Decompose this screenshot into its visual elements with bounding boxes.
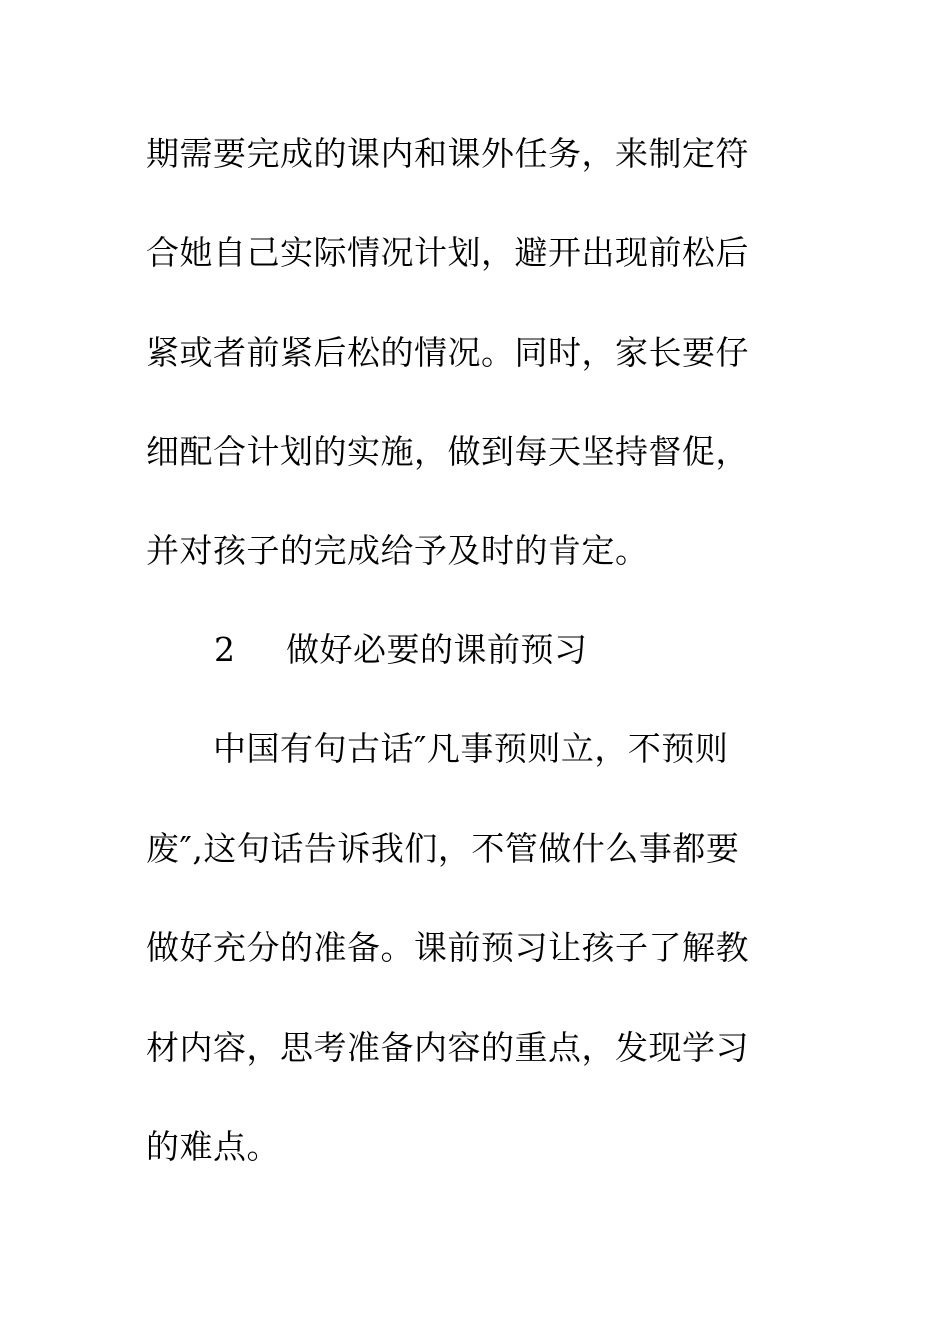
paragraph-line: 中国有句古话″凡事预则立，不预则 [146,729,729,768]
paragraph-line: 期需要完成的课内和课外任务，来制定符 [146,134,749,173]
paragraph-line: 做好充分的准备。课前预习让孩子了解教 [146,928,749,967]
paragraph-line: 并对孩子的完成给予及时的肯定。 [146,531,649,570]
paragraph-line: 废″,这句话告诉我们，不管做什么事都要 [146,829,740,868]
paragraph-line: 合她自己实际情况计划，避开出现前松后 [146,233,749,272]
paragraph-line: 的难点。 [146,1127,280,1166]
paragraph-line: 材内容，思考准备内容的重点，发现学习 [146,1028,749,1067]
paragraph-line: 细配合计划的实施，做到每天坚持督促， [146,432,749,471]
section-number: 2 [214,630,235,669]
section-heading: 做好必要的课前预习 [286,630,588,669]
paragraph-line: 紧或者前紧后松的情况。同时，家长要仔 [146,333,749,372]
